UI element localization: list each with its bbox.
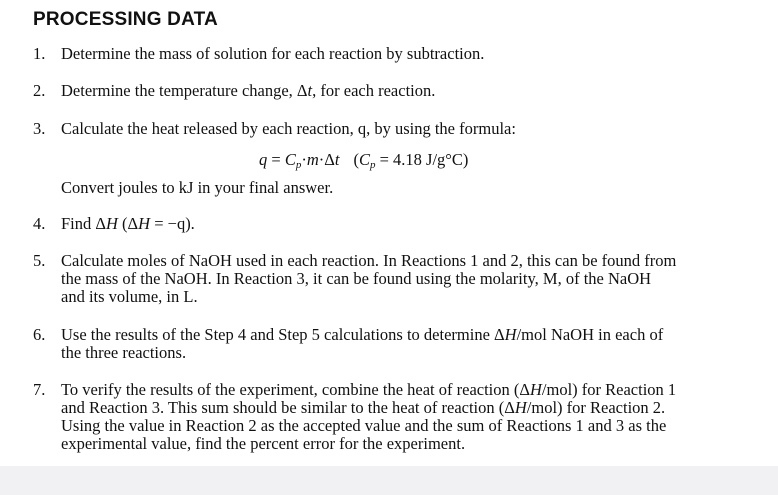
step-text: Find ΔH (ΔH = −q).: [61, 214, 195, 233]
step-number: 6.: [33, 325, 46, 344]
section-title: PROCESSING DATA: [33, 9, 218, 30]
step-text: the mass of the NaOH. In Reaction 3, it can be found using the molarity, M, of the NaOH: [61, 269, 652, 288]
step-text: Determine the mass of solution for each reaction by subtraction.: [61, 44, 485, 63]
step-text: the three reactions.: [61, 343, 187, 362]
step-text: To verify the results of the experiment, combine the heat of reaction (ΔH/mol) for Reaction 1: [61, 380, 677, 399]
step-text: Calculate moles of NaOH used in each reaction. In Reactions 1 and 2, this can be found from: [61, 251, 677, 270]
step-text: Determine the temperature change, Δt, for each reaction.: [61, 81, 436, 100]
step-number: 5.: [33, 251, 46, 270]
step-text: Calculate the heat released by each reaction, q, by using the formula:: [61, 119, 516, 138]
step-text: Use the results of the Step 4 and Step 5 calculations to determine ΔH/mol NaOH in each of: [61, 325, 664, 344]
step-text: and Reaction 3. This sum should be similar to the heat of reaction (ΔH/mol) for Reaction 2.: [61, 398, 666, 417]
step-number: 1.: [33, 44, 46, 63]
step-number: 3.: [33, 119, 46, 138]
heat-formula: $q = C_p\cdot m\cdot\Delta t$ ($C_p = 4.18$ J/g°C): [259, 150, 469, 171]
step-number: 2.: [33, 81, 46, 100]
step-text: Convert joules to kJ in your final answer.: [61, 178, 334, 197]
step-number: 4.: [33, 214, 46, 233]
page-footer-band: [0, 466, 778, 495]
step-text: experimental value, find the percent error for the experiment.: [61, 434, 466, 453]
step-text: and its volume, in L.: [61, 287, 198, 306]
step-text: Using the value in Reaction 2 as the accepted value and the sum of Reactions 1 and 3 as the: [61, 416, 667, 435]
step-number: 7.: [33, 380, 46, 399]
